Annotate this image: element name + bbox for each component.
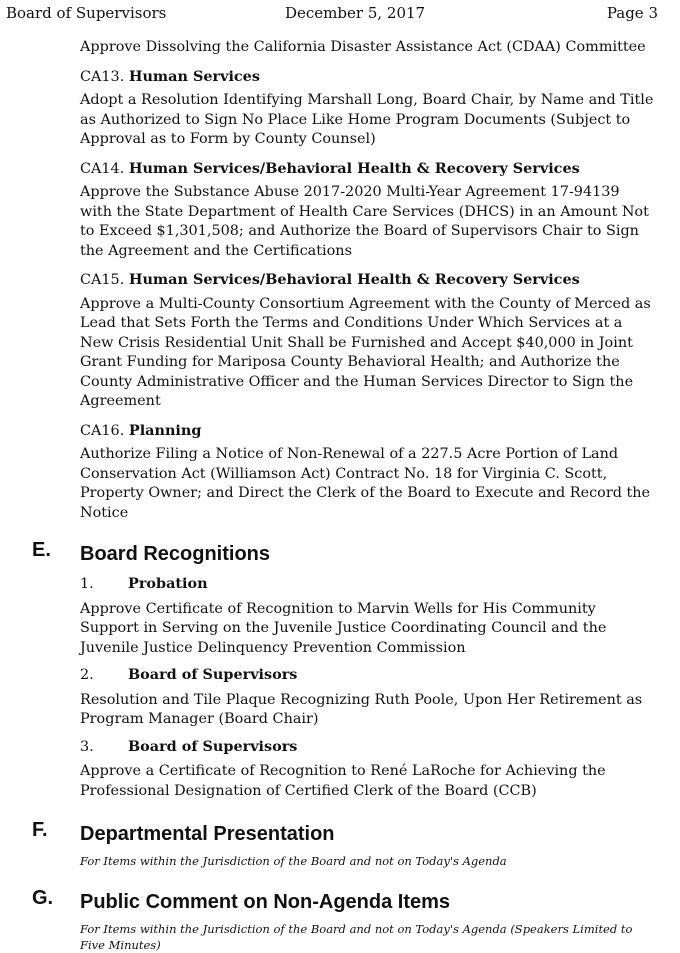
item-title: Human Services/Behavioral Health & Recovery Services xyxy=(128,271,580,288)
section-note: For Items within the Jurisdiction of the Board and not on Today's Agenda (Speakers Limited to Five Minutes) xyxy=(80,922,633,952)
item-number: 3. xyxy=(80,738,94,755)
item-description: Approve Certificate of Recognition to Marvin Wells for His Community Support in Serving on the Juvenile Justice Coordinating Council and the Juvenile Justice Delinquency Prevention Commission xyxy=(80,600,607,656)
item-number: CA13. xyxy=(80,68,125,85)
item-heading xyxy=(80,270,655,291)
section-title: Board Recognitions xyxy=(80,543,271,565)
section-note: For Items within the Jurisdiction of the Board and not on Today's Agenda xyxy=(80,854,507,868)
section-title: Departmental Presentation xyxy=(80,823,335,845)
item-description: Adopt a Resolution Identifying Marshall Long, Board Chair, by Name and Title as Authorized to Sign No Place Like Home Program Documents (Subject to Approval as to Form by County Counsel) xyxy=(80,92,654,147)
section-title: Public Comment on Non-Agenda Items xyxy=(80,891,451,913)
consent-item-ca14 xyxy=(80,159,655,262)
header-page-number: Page 3 xyxy=(606,4,658,22)
item-description: Resolution and Tile Plaque Recognizing Ruth Poole, Upon Her Retirement as Program Manager (Board Chair) xyxy=(80,691,643,727)
section-letter: G. xyxy=(32,887,54,909)
header-body-name: Board of Supervisors xyxy=(6,4,167,22)
page-header xyxy=(6,4,658,24)
item-number: 2. xyxy=(80,667,94,683)
item-title: Board of Supervisors xyxy=(128,737,298,755)
agenda-content xyxy=(32,38,655,953)
item-heading xyxy=(80,67,655,88)
item-number: CA14. xyxy=(80,160,125,177)
recognition-heading xyxy=(80,737,655,758)
item-description: Approve a Certificate of Recognition to René LaRoche for Achieving the Professional Designation of Certified Clerk of the Board (CCB) xyxy=(80,763,606,799)
item-description: Approve a Multi-County Consortium Agreement with the County of Merced as Lead that Sets Forth the Terms and Conditions Under Which Services at a New Crisis Residential Unit Shall be Furnished and Accept $40,000 in Joint Grant Funding for Mariposa County Behavioral Health; and Authorize the County Administrative Officer and the Human Services Director to Sign the Agreement xyxy=(80,295,651,409)
section-public-comment xyxy=(32,887,655,953)
item-title: Board of Supervisors xyxy=(128,666,298,683)
section-letter: F. xyxy=(32,819,48,841)
consent-item-ca15 xyxy=(80,270,655,412)
item-description: Authorize Filing a Notice of Non-Renewal of a 227.5 Acre Portion of Land Conservation Act (Williamson Act) Contract No. 18 for Virginia C. Scott, Property Owner; and Direct the Clerk of the Board to Execute and Record the Notice xyxy=(80,446,651,521)
item-number: CA15. xyxy=(80,272,125,288)
intro-text: Approve Dissolving the California Disaster Assistance Act (CDAA) Committee xyxy=(80,39,646,55)
section-board-recognitions xyxy=(32,539,655,801)
section-letter: E. xyxy=(32,539,51,561)
item-title: Human Services/Behavioral Health & Recovery Services xyxy=(128,159,580,177)
recognition-heading xyxy=(80,665,655,686)
item-heading xyxy=(80,421,655,442)
header-date: December 5, 2017 xyxy=(285,4,426,22)
item-number: CA16. xyxy=(80,422,125,439)
item-number: 1. xyxy=(80,576,94,592)
item-description: Approve the Substance Abuse 2017-2020 Multi-Year Agreement 17-94139 with the State Department of Health Care Services (DHCS) in an Amount Not to Exceed $1,301,508; and Authorize the Board of Supervisors Chair to Sign the Agreement and the Certifications xyxy=(80,184,649,259)
consent-item-ca13 xyxy=(80,67,655,150)
recognition-heading xyxy=(80,574,655,595)
item-heading xyxy=(80,159,655,180)
item-title: Probation xyxy=(128,575,208,592)
item-title: Planning xyxy=(128,421,202,439)
item-title: Human Services xyxy=(128,67,260,85)
section-departmental-presentation xyxy=(32,819,655,869)
consent-item-ca16 xyxy=(80,421,655,524)
